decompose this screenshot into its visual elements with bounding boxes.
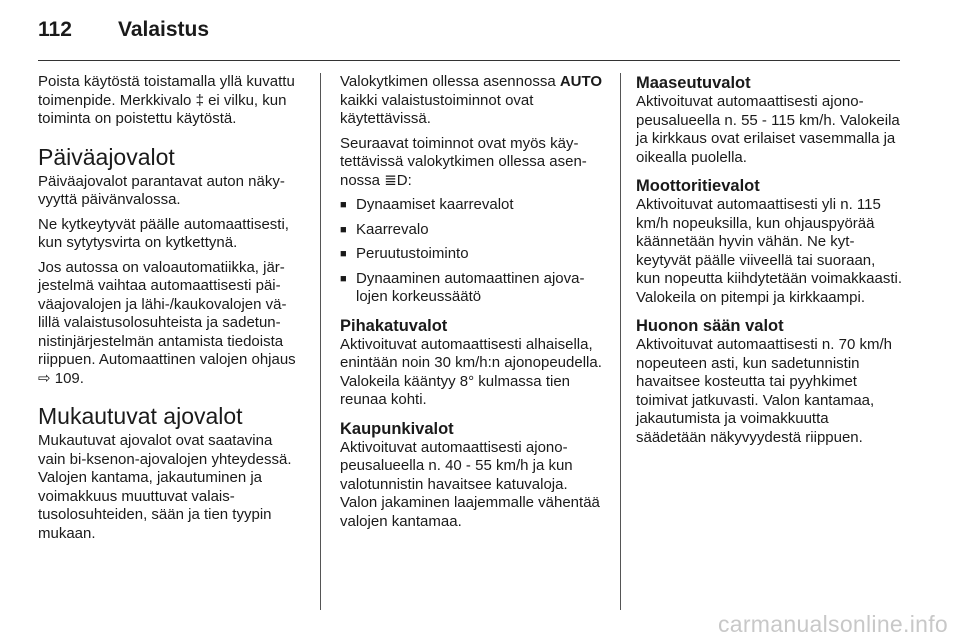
subheading-maaseutuvalot: Maaseutuvalot: [636, 74, 751, 92]
subheading-huonon-saan-valot: Huonon sään valot: [636, 317, 784, 335]
paragraph: Jos autossa on valoautomatiikka, järjestelmä vaihtaa automaattisesti päiväajovalojen ja lähi-/kaukovalojen välillä valaistusolosuhteista ja sadetunnistinjärjestelmän antamista tiedoista riippuen. Automaattinen valojen ohjaus ⇨ 109.: [38, 258, 296, 387]
paragraph: Aktivoituvat automaattisesti n. 70 km/h nopeuteen asti, kun sadetunnistin havaitsee kosteutta tai pyyhkimet toimivat jatkuvasti. Valon kantamaa, jakautumista ja voimakkuutta säädetään näkyvyydestä riippuen.: [636, 336, 892, 446]
paragraph: Aktivoituvat automaattisesti alhaisella, enintään noin 30 km/h:n ajonopeudella. Valokeila kääntyy 8° kulmassa tien reunaa kohti.: [340, 335, 602, 408]
text-span: Valokytkimen ollessa asennossa: [340, 73, 556, 90]
bullet-icon: ■: [340, 223, 347, 236]
intro-paragraph: Poista käytöstä toistamalla yllä kuvattu toimenpide. Merkkivalo ‡ ei vilku, kun toiminta on poistettu käytöstä.: [38, 73, 295, 127]
subheading-kaupunkivalot: Kaupunkivalot: [340, 419, 454, 438]
list-item-text: Peruutustoiminto: [356, 245, 469, 262]
paragraph: Aktivoituvat automaattisesti ajonopeusalueella n. 55 - 115 km/h. Valokeila ja kirkkaus ovat erilaiset vasemmalla ja oikealla puolella.: [636, 93, 900, 166]
column-divider: [320, 73, 321, 610]
page-header: [38, 18, 898, 42]
column-1: [38, 73, 302, 549]
paragraph: Ne kytkeytyvät päälle automaattisesti, kun sytytysvirta on kytkettynä.: [38, 215, 289, 251]
list-item: [340, 245, 606, 264]
column-divider: [620, 73, 621, 610]
bullet-icon: ■: [340, 272, 347, 285]
watermark: carmanualsonline.info: [717, 611, 948, 637]
section-heading-adaptive-lights: Mukautuvat ajovalot: [38, 403, 243, 429]
paragraph: Aktivoituvat automaattisesti yli n. 115 km/h nopeuksilla, kun ohjauspyörää käännetään hyvin vähän. Ne kytkeytyvät päälle viiveellä tai suoraan, kun nopeutta kiihdytetään voimakkaasti. Valokeila on pitempi ja kirkkaampi.: [636, 196, 902, 306]
list-item: [340, 270, 606, 307]
subheading-moottoritievalot: Moottoritievalot: [636, 177, 760, 195]
bullet-icon: ■: [340, 248, 347, 260]
subheading-pihakatuvalot: Pihakatuvalot: [340, 316, 448, 335]
list-item-text: Dynaamiset kaarrevalot: [356, 196, 514, 213]
section-heading-daytime-lights: Päiväajovalot: [38, 143, 175, 170]
header-rule: [38, 60, 900, 61]
column-2: [340, 73, 606, 537]
page-number: 112: [38, 18, 72, 41]
bullet-icon: ■: [340, 199, 347, 211]
paragraph: Seuraavat toiminnot ovat myös käytettävissä valokytkimen ollessa asennossa ≣D:: [340, 134, 587, 189]
chapter-title: Valaistus: [118, 18, 210, 41]
list-item-text: Dynaaminen automaattinen ajovalojen korkeussäätö: [356, 269, 585, 305]
auto-label: AUTO: [559, 73, 603, 90]
list-item-text: Kaarrevalo: [356, 220, 429, 238]
paragraph: Aktivoituvat automaattisesti ajonopeusalueella n. 40 - 55 km/h ja kun valotunnistin havaitsee katuvaloja. Valon jakaminen laajemmalle vähentää valojen kantamaa.: [340, 438, 600, 530]
text-span: kaikki valaistustoiminnot ovat käytettävissä.: [340, 91, 534, 127]
feature-list: [340, 196, 606, 307]
paragraph: Päiväajovalot parantavat auton näkyvyyttä päivänvalossa.: [38, 172, 285, 208]
list-item: [340, 196, 606, 215]
list-item: [340, 221, 606, 240]
column-3: [636, 73, 902, 453]
paragraph: Mukautuvat ajovalot ovat saatavina vain bi-ksenon-ajovalojen yhteydessä. Valojen kantama, jakautuminen ja voimakkuus muuttuvat valaistusolosuhteiden, sään ja tien tyypin mukaan.: [38, 432, 292, 542]
paragraph-auto: [340, 73, 606, 129]
